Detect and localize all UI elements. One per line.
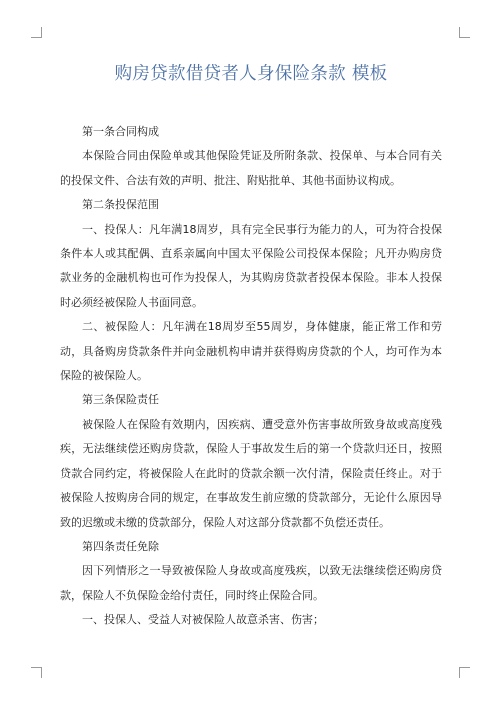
- paragraph: 二、被保险人：凡年满在18周岁至55周岁，身体健康，能正常工作和劳动，具备购房贷款条件并向金融机构申请并获得购房贷款的个人，均可作为本保险的被保险人。: [60, 320, 442, 383]
- paragraph: 被保险人在保险有效期内，因疾病、遭受意外伤害事故所致身故或高度残疾，无法继续偿还购房贷款，保险人于事故发生后的第一个贷款归还日，按照贷款合同约定，将被保险人在此时的贷款余额一次付清，保险责任终止。对于被保险人按购房合同的规定，在事故发生前应缴的贷款部分，无论什么原因导致的迟缴或未缴的贷款部分，保险人对这部分贷款都不负偿还责任。: [60, 417, 442, 529]
- document-page: [60, 62, 442, 633]
- paragraph: 因下列情形之一导致被保险人身故或高度残疾，以致无法继续偿还购房贷款，保险人不负保险金给付责任，同时终止保险合同。: [60, 564, 442, 602]
- section-heading-3: 第三条保险责任: [82, 393, 159, 407]
- crop-mark-top-right: [459, 27, 470, 38]
- paragraph: 一、投保人、受益人对被保险人故意杀害、伤害；: [82, 613, 324, 627]
- document-title: 购房贷款借贷者人身保险条款 模板: [114, 64, 388, 84]
- crop-mark-top-left: [31, 27, 42, 38]
- crop-mark-bottom-left: [31, 667, 42, 678]
- section-heading-4: 第四条责任免除: [82, 539, 159, 553]
- crop-mark-bottom-right: [459, 667, 470, 678]
- paragraph: 本保险合同由保险单或其他保险凭证及所附条款、投保单、与本合同有关的投保文件、合法有效的声明、批注、附贴批单、其他书面协议构成。: [60, 149, 442, 187]
- document-body: [60, 120, 442, 633]
- paragraph: 一、投保人：凡年满18周岁，具有完全民事行为能力的人，可为符合投保条件本人或其配偶、直系亲属向中国太平保险公司投保本保险；凡开办购房贷款业务的金融机构也可作为投保人，为其购房贷款者投保本保险。非本人投保时必须经被保险人书面同意。: [60, 222, 442, 309]
- section-heading-2: 第二条投保范围: [82, 198, 159, 212]
- section-heading-1: 第一条合同构成: [82, 125, 159, 138]
